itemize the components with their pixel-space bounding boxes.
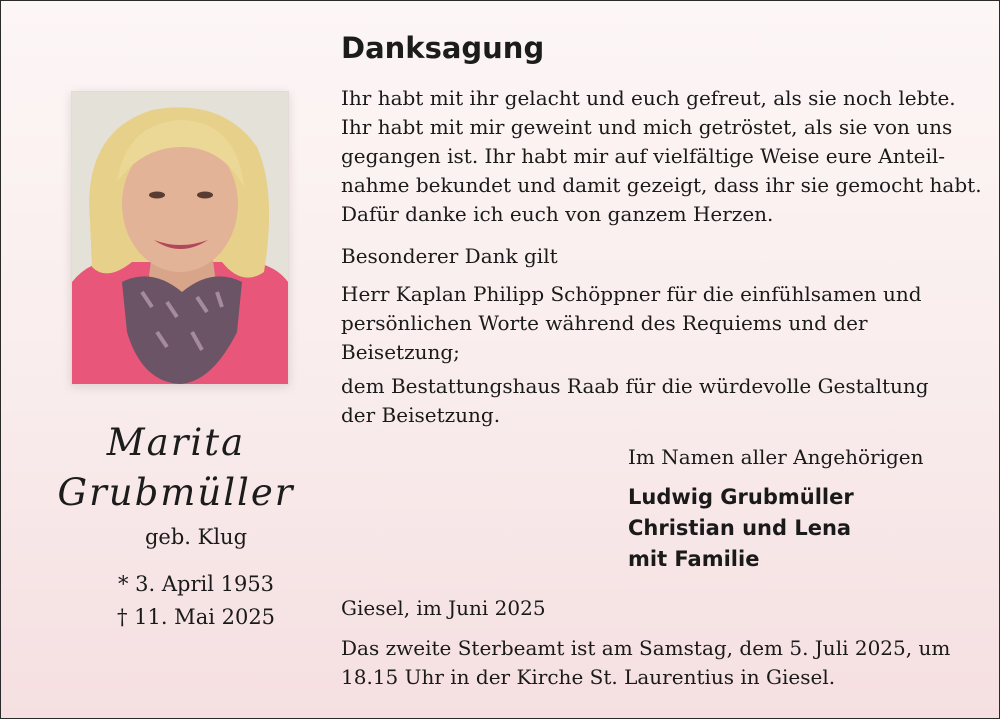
- thanks-line: gegangen ist. Ihr habt mir auf vielfältige Weise eure Anteil-: [341, 144, 945, 168]
- deceased-first-name: Marita: [106, 421, 246, 464]
- special-thanks-line: Beisetzung;: [341, 340, 460, 364]
- portrait-illustration: [72, 92, 288, 384]
- portrait-photo: [71, 91, 289, 385]
- thanks-line: Ihr habt mit mir geweint und mich getröstet, als sie von uns: [341, 115, 953, 139]
- place-date: Giesel, im Juni 2025: [341, 596, 546, 620]
- birth-name: geb. Klug: [144, 525, 248, 549]
- death-date: † 11. Mai 2025: [116, 605, 276, 629]
- service-line: 18.15 Uhr in der Kirche St. Laurentius in Giesel.: [341, 665, 836, 689]
- birth-date: * 3. April 1953: [117, 572, 275, 596]
- special-thanks-item: [341, 280, 975, 367]
- special-thanks-line: der Beisetzung.: [341, 403, 501, 427]
- thanks-line: Ihr habt mit ihr gelacht und euch gefreut, als sie noch lebte.: [341, 86, 956, 110]
- service-line: Das zweite Sterbeamt ist am Samstag, dem 5. Juli 2025, um: [341, 636, 951, 660]
- service-note: [341, 634, 975, 692]
- deceased-last-name: Grubmüller: [57, 471, 295, 514]
- signature-name: mit Familie: [628, 547, 760, 571]
- thanks-paragraph: [341, 84, 982, 229]
- signature-name: Ludwig Grubmüller: [628, 485, 854, 509]
- special-thanks-line: Herr Kaplan Philipp Schöppner für die einfühlsamen und: [341, 282, 922, 306]
- signature-name: Christian und Lena: [628, 516, 852, 540]
- special-thanks-line: dem Bestattungshaus Raab für die würdevolle Gestaltung: [341, 374, 929, 398]
- page-title: Danksagung: [341, 31, 545, 65]
- signature-names: [628, 482, 988, 575]
- special-thanks-item: [341, 372, 975, 430]
- thanks-line: nahme bekundet und damit gezeigt, dass ihr sie gemocht habt.: [341, 173, 982, 197]
- special-thanks-intro: Besonderer Dank gilt: [341, 244, 558, 268]
- thanks-line: Dafür danke ich euch von ganzem Herzen.: [341, 202, 774, 226]
- special-thanks-line: persönlichen Worte während des Requiems und der: [341, 311, 868, 335]
- signature-intro: Im Namen aller Angehörigen: [628, 445, 924, 469]
